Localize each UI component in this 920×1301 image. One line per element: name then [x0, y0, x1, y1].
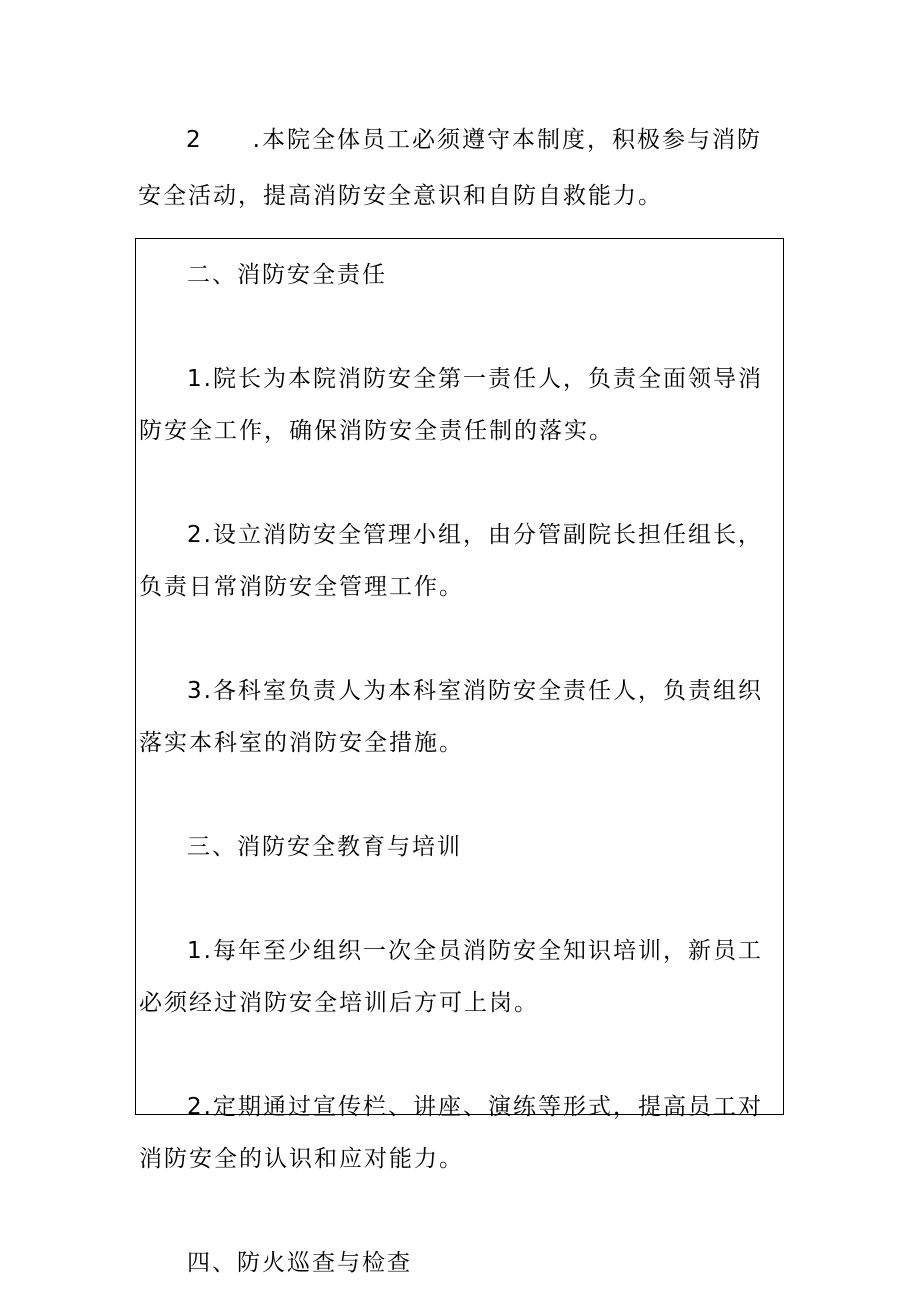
paragraph-responsibility-1: 1.院长为本院消防安全第一责任人，负责全面领导消防安全工作，确保消防安全责任制的落实。	[139, 366, 763, 444]
section-heading-training: 三、消防安全教育与培训	[187, 834, 462, 860]
paragraph-training-2: 2.定期通过宣传栏、讲座、演练等形式，提高员工对消防安全的认识和应对能力。	[139, 1094, 763, 1172]
bordered-section	[135, 238, 784, 1276]
bordered-section-content	[139, 249, 779, 1289]
intro-section	[138, 112, 786, 224]
intro-paragraph: 2 .本院全体员工必须遵守本制度，积极参与消防安全活动，提高消防安全意识和自防自救能力。	[138, 127, 762, 209]
paragraph-responsibility-3: 3.各科室负责人为本科室消防安全责任人，负责组织落实本科室的消防安全措施。	[139, 678, 763, 756]
section-heading-inspection: 四、防火巡查与检查	[187, 1250, 412, 1276]
paragraph-training-1: 1.每年至少组织一次全员消防安全知识培训，新员工必须经过消防安全培训后方可上岗。	[139, 938, 763, 1016]
paragraph-responsibility-2: 2.设立消防安全管理小组，由分管副院长担任组长，负责日常消防安全管理工作。	[139, 522, 763, 600]
section-heading-responsibility: 二、消防安全责任	[187, 262, 387, 288]
